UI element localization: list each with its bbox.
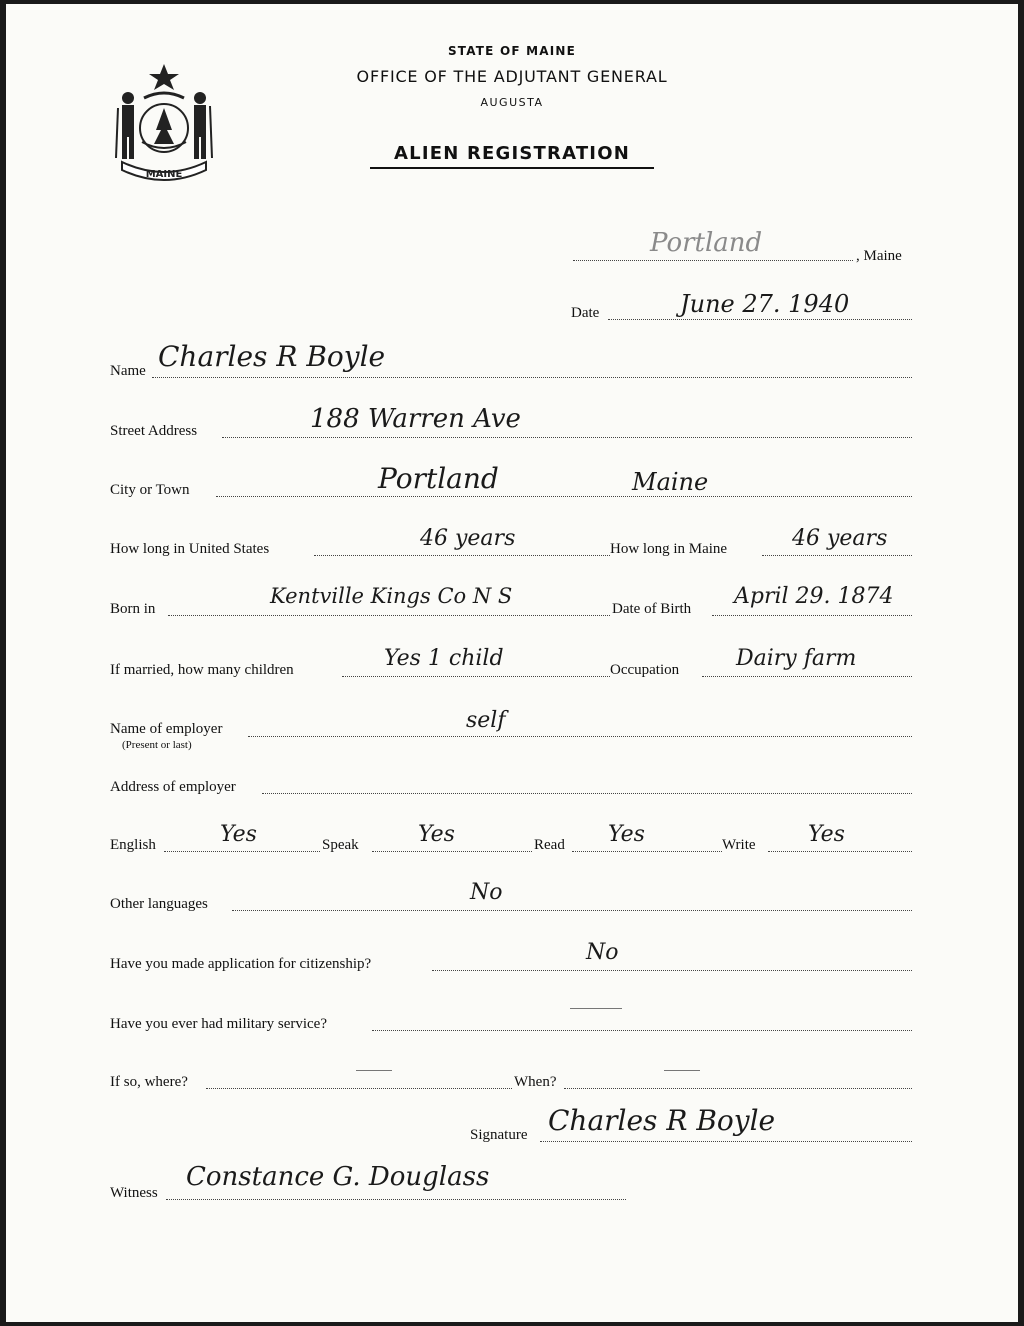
children-label: If married, how many children (110, 662, 294, 678)
military-label: Have you ever had military service? (110, 1016, 327, 1032)
witness-value: Constance G. Douglass (186, 1162, 490, 1192)
years-us-label: How long in United States (110, 541, 270, 557)
date-of-birth-label: Date of Birth (612, 601, 692, 617)
born-in-label: Born in (110, 601, 156, 617)
seal-label: MAINE (145, 169, 183, 180)
signature-value: Charles R Boyle (548, 1104, 776, 1137)
children-value: Yes 1 child (384, 646, 504, 671)
write-value: Yes (808, 822, 845, 847)
employer-label: Name of employer (110, 721, 223, 737)
street-address-label: Street Address (110, 423, 198, 439)
occupation-label: Occupation (610, 662, 680, 678)
name-label: Name (110, 363, 146, 379)
citizenship-label: Have you made application for citizenship? (110, 956, 372, 972)
where-blank-dash (356, 1070, 392, 1071)
street-address-value: 188 Warren Ave (310, 404, 521, 434)
employer-note: (Present or last) (122, 739, 192, 751)
military-blank-dash (570, 1008, 622, 1009)
form-title: ALIEN REGISTRATION (370, 143, 654, 169)
city-value: Portland (378, 462, 499, 495)
when-label: When? (514, 1074, 557, 1090)
years-maine-value: 46 years (792, 526, 888, 551)
other-languages-value: No (470, 880, 503, 905)
read-label: Read (534, 837, 565, 853)
occupation-value: Dairy farm (736, 646, 857, 671)
born-in-value: Kentville Kings Co N S (270, 584, 513, 608)
office-heading: OFFICE OF THE ADJUTANT GENERAL (356, 67, 668, 86)
employer-value: self (466, 708, 506, 733)
years-us-value: 46 years (420, 526, 516, 551)
date-value: June 27. 1940 (680, 290, 850, 318)
years-maine-label: How long in Maine (610, 541, 728, 557)
name-value: Charles R Boyle (158, 340, 386, 373)
english-label: English (110, 837, 156, 853)
witness-label: Witness (110, 1185, 158, 1201)
city-label: City or Town (110, 482, 190, 498)
speak-label: Speak (322, 837, 359, 853)
citizenship-value: No (586, 940, 619, 965)
date-of-birth-value: April 29. 1874 (734, 584, 894, 609)
employer-address-label: Address of employer (110, 779, 236, 795)
other-languages-label: Other languages (110, 896, 208, 912)
if-so-where-label: If so, where? (110, 1074, 188, 1090)
read-value: Yes (608, 822, 645, 847)
english-value: Yes (220, 822, 257, 847)
signature-label: Signature (470, 1127, 528, 1143)
city-heading: AUGUSTA (480, 96, 544, 109)
date-label: Date (571, 305, 600, 321)
maine-suffix-label: , Maine (856, 248, 902, 264)
town-value: Portland (650, 228, 763, 258)
state-value: Maine (632, 468, 709, 496)
state-heading: STATE OF MAINE (447, 44, 577, 58)
write-label: Write (722, 837, 756, 853)
when-blank-dash (664, 1070, 700, 1071)
speak-value: Yes (418, 822, 455, 847)
